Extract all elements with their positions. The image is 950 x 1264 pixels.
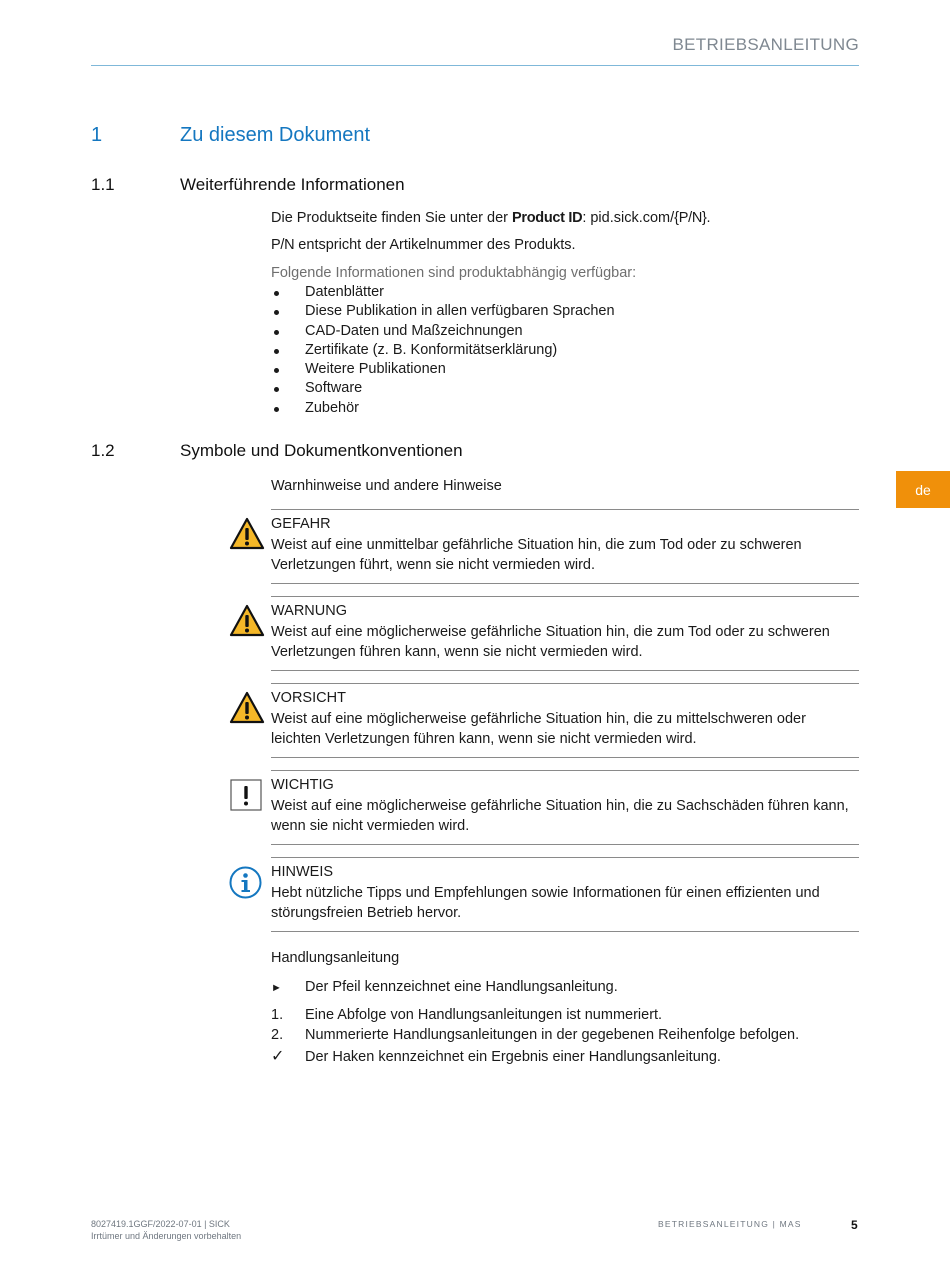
bullet-icon [274, 330, 279, 335]
instruction-result [271, 1046, 721, 1066]
step-number: 1. [271, 1007, 284, 1023]
warning-triangle-icon [229, 691, 265, 725]
notice-text: Weist auf eine möglicherweise gefährliche Situation hin, die zu mittelschweren oder leichten Verletzungen führen kann, wenn sie nicht vermieden wird. [271, 711, 806, 747]
list-item [271, 322, 615, 341]
notices-subheading: Warnhinweise und andere Hinweise [271, 478, 502, 494]
section-1-1-title: Weiterführende Informationen [180, 175, 405, 194]
notice-title: VORSICHT [271, 690, 346, 706]
notice-divider [271, 670, 859, 671]
list-item [271, 399, 615, 418]
notice-divider [271, 757, 859, 758]
period: . [706, 210, 711, 226]
list-item-text: Software [305, 380, 363, 397]
step-text: Nummerierte Handlungsanleitungen in der gegebenen Reihenfolge befolgen. [305, 1027, 800, 1043]
list-item [271, 360, 615, 379]
notice-divider [271, 683, 859, 684]
section-1-title: Zu diesem Dokument [180, 124, 371, 146]
list-item-text: Datenblätter [305, 284, 384, 300]
list-item-text: Zubehör [305, 399, 360, 416]
list-item-text: CAD-Daten und Maßzeichnungen [305, 322, 523, 339]
product-url-text: : pid.sick.com/ [582, 210, 675, 226]
checkmark-icon: ✓ [271, 1048, 285, 1065]
notice-divider [271, 770, 859, 771]
notice-divider [271, 509, 859, 510]
notice-divider [271, 583, 859, 584]
list-item [271, 341, 615, 360]
exclamation-box-icon [230, 779, 262, 811]
page-number: 5 [851, 1218, 858, 1232]
pn-placeholder: {P/N} [674, 210, 707, 226]
notice-title: WARNUNG [271, 603, 347, 619]
language-label: de [915, 481, 931, 498]
step-text: Der Haken kennzeichnet ein Ergebnis einer Handlungsanleitung. [305, 1049, 721, 1065]
info-intro: Folgende Informationen sind produktabhängig verfügbar: [271, 265, 637, 281]
notice-title: WICHTIG [271, 777, 334, 793]
play-arrow-icon: ► [271, 982, 282, 994]
product-page-paragraph [271, 210, 711, 226]
footer-doc-title: BETRIEBSANLEITUNG | MAS [658, 1219, 802, 1229]
header-divider [91, 65, 859, 66]
footer-disclaimer: Irrtümer und Änderungen vorbehalten [91, 1230, 242, 1241]
info-list [271, 283, 615, 418]
pn-label: P/N [271, 237, 295, 253]
warning-triangle-icon [229, 604, 265, 638]
notice-title: GEFAHR [271, 516, 331, 532]
footer-doc-id: 8027419.1GGF/2022-07-01 | SICK [91, 1219, 230, 1229]
footer-left [91, 1219, 241, 1242]
section-1-2-title: Symbole und Dokumentkonventionen [180, 441, 463, 460]
section-1-2-number: 1.2 [91, 441, 115, 460]
bullet-icon [274, 407, 279, 412]
bullet-icon [274, 387, 279, 392]
instruction-arrow-item [271, 979, 618, 995]
section-1-number: 1 [91, 124, 103, 146]
notice-divider [271, 596, 859, 597]
bullet-icon [274, 349, 279, 354]
pn-description: entspricht der Artikelnummer des Produkts. [294, 237, 576, 253]
info-circle-icon [229, 866, 262, 899]
pn-paragraph [271, 237, 576, 253]
step-text: Eine Abfolge von Handlungsanleitungen ist nummeriert. [305, 1007, 663, 1023]
header-title: BETRIEBSANLEITUNG [672, 35, 859, 54]
section-1-1-number: 1.1 [91, 175, 115, 194]
language-tab[interactable] [896, 471, 950, 508]
list-item [271, 283, 615, 302]
notice-text: Weist auf eine unmittelbar gefährliche Situation hin, die zum Tod oder zu schweren Verletzungen führt, wenn sie nicht vermieden wird. [271, 537, 802, 573]
product-id-label: Product ID [512, 210, 583, 226]
product-page-text: Die Produktseite finden Sie unter der [271, 210, 512, 226]
instructions-heading: Handlungsanleitung [271, 950, 400, 966]
list-item-text: Weitere Publikationen [305, 361, 446, 378]
list-item [271, 379, 615, 398]
bullet-icon [274, 310, 279, 315]
instruction-step [271, 1007, 662, 1023]
list-item [271, 302, 615, 321]
list-item-text: Diese Publikation in allen verfügbaren Sprachen [305, 303, 615, 320]
instruction-step [271, 1027, 799, 1043]
bullet-icon [274, 368, 279, 373]
bullet-icon [274, 291, 279, 296]
list-item-text: Zertifikate (z. B. Konformitätserklärung) [305, 341, 558, 358]
notice-text: Weist auf eine möglicherweise gefährliche Situation hin, die zu Sachschäden führen kann, wenn sie nicht vermieden wird. [271, 798, 849, 834]
warning-triangle-icon [229, 517, 265, 551]
notice-divider [271, 844, 859, 845]
notice-text: Weist auf eine möglicherweise gefährliche Situation hin, die zum Tod oder zu schweren Verletzungen führen kann, wenn sie nicht vermieden wird. [271, 624, 830, 660]
notice-text: Hebt nützliche Tipps und Empfehlungen sowie Informationen für einen effizienten und störungsfreien Betrieb hervor. [271, 885, 820, 921]
step-number: 2. [271, 1027, 284, 1043]
notice-divider [271, 931, 859, 932]
instruction-text: Der Pfeil kennzeichnet eine Handlungsanleitung. [305, 979, 618, 995]
notice-title: HINWEIS [271, 864, 334, 880]
notice-divider [271, 857, 859, 858]
